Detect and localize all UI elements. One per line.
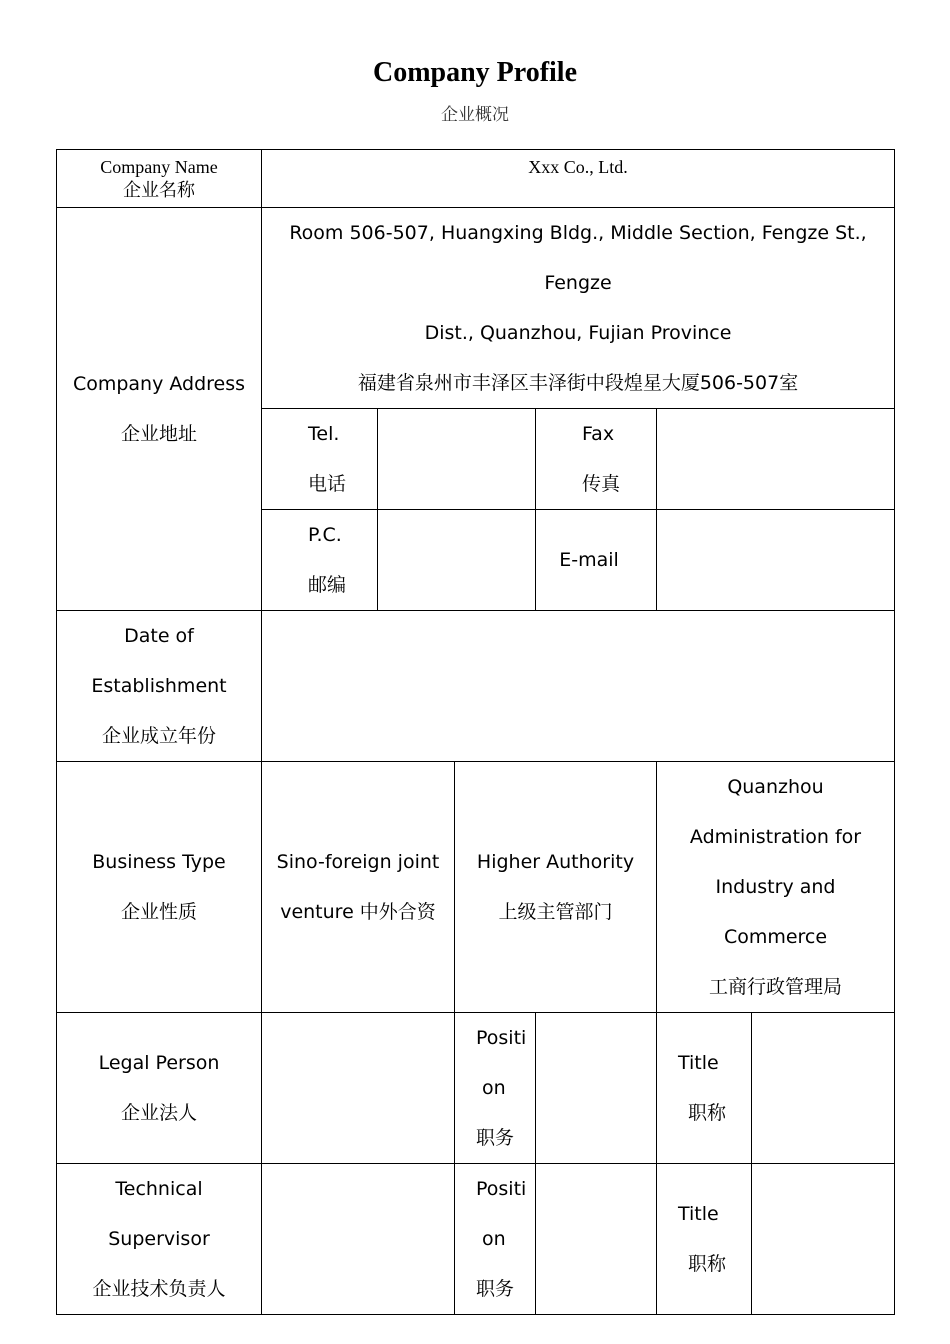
page-title: Company Profile (372, 57, 578, 88)
row-business-type (57, 762, 895, 1013)
postal-code-label: P.C. 邮编 (262, 510, 378, 611)
company-name-value[interactable]: Xxx Co., Ltd. (262, 150, 895, 208)
date-of-establishment-field[interactable] (262, 611, 895, 762)
technical-supervisor-field[interactable] (262, 1164, 455, 1315)
date-of-establishment-label: Date of Establishment 企业成立年份 (57, 611, 262, 762)
higher-authority-label: Higher Authority 上级主管部门 (455, 762, 657, 1013)
email-field[interactable] (657, 510, 895, 611)
business-type-value[interactable]: Sino-foreign joint venture 中外合资 (262, 762, 455, 1013)
higher-authority-value[interactable]: Quanzhou Administration for Industry and Commerce 工商行政管理局 (657, 762, 895, 1013)
legal-person-position-field[interactable] (536, 1013, 657, 1164)
legal-person-field[interactable] (262, 1013, 455, 1164)
technical-supervisor-title-label: Title 职称 (657, 1164, 752, 1315)
email-label: E-mail (536, 510, 657, 611)
company-name-label: Company Name 企业名称 (57, 150, 262, 208)
page-subtitle: 企业概况 (441, 105, 509, 125)
fax-label: Fax 传真 (536, 409, 657, 510)
fax-field[interactable] (657, 409, 895, 510)
business-type-label: Business Type 企业性质 (57, 762, 262, 1013)
company-profile-form (56, 149, 895, 1315)
legal-person-title-field[interactable] (752, 1013, 895, 1164)
tel-label: Tel. 电话 (262, 409, 378, 510)
row-company-address (57, 208, 895, 409)
row-legal-person (57, 1013, 895, 1164)
company-address-value[interactable]: Room 506-507, Huangxing Bldg., Middle Section, Fengze St., Fengze Dist., Quanzhou, Fujian Province 福建省泉州市丰泽区丰泽街中段煌星大厦506-507室 (262, 208, 895, 409)
tel-field[interactable] (378, 409, 536, 510)
legal-person-title-label: Title 职称 (657, 1013, 752, 1164)
technical-supervisor-label: Technical Supervisor 企业技术负责人 (57, 1164, 262, 1315)
technical-supervisor-title-field[interactable] (752, 1164, 895, 1315)
legal-person-position-label: Positi on 职务 (455, 1013, 536, 1164)
technical-supervisor-position-field[interactable] (536, 1164, 657, 1315)
legal-person-label: Legal Person 企业法人 (57, 1013, 262, 1164)
row-company-name (57, 150, 895, 208)
row-technical-supervisor (57, 1164, 895, 1315)
company-address-label: Company Address 企业地址 (57, 208, 262, 611)
row-date-of-establishment (57, 611, 895, 762)
postal-code-field[interactable] (378, 510, 536, 611)
technical-supervisor-position-label: Positi on 职务 (455, 1164, 536, 1315)
